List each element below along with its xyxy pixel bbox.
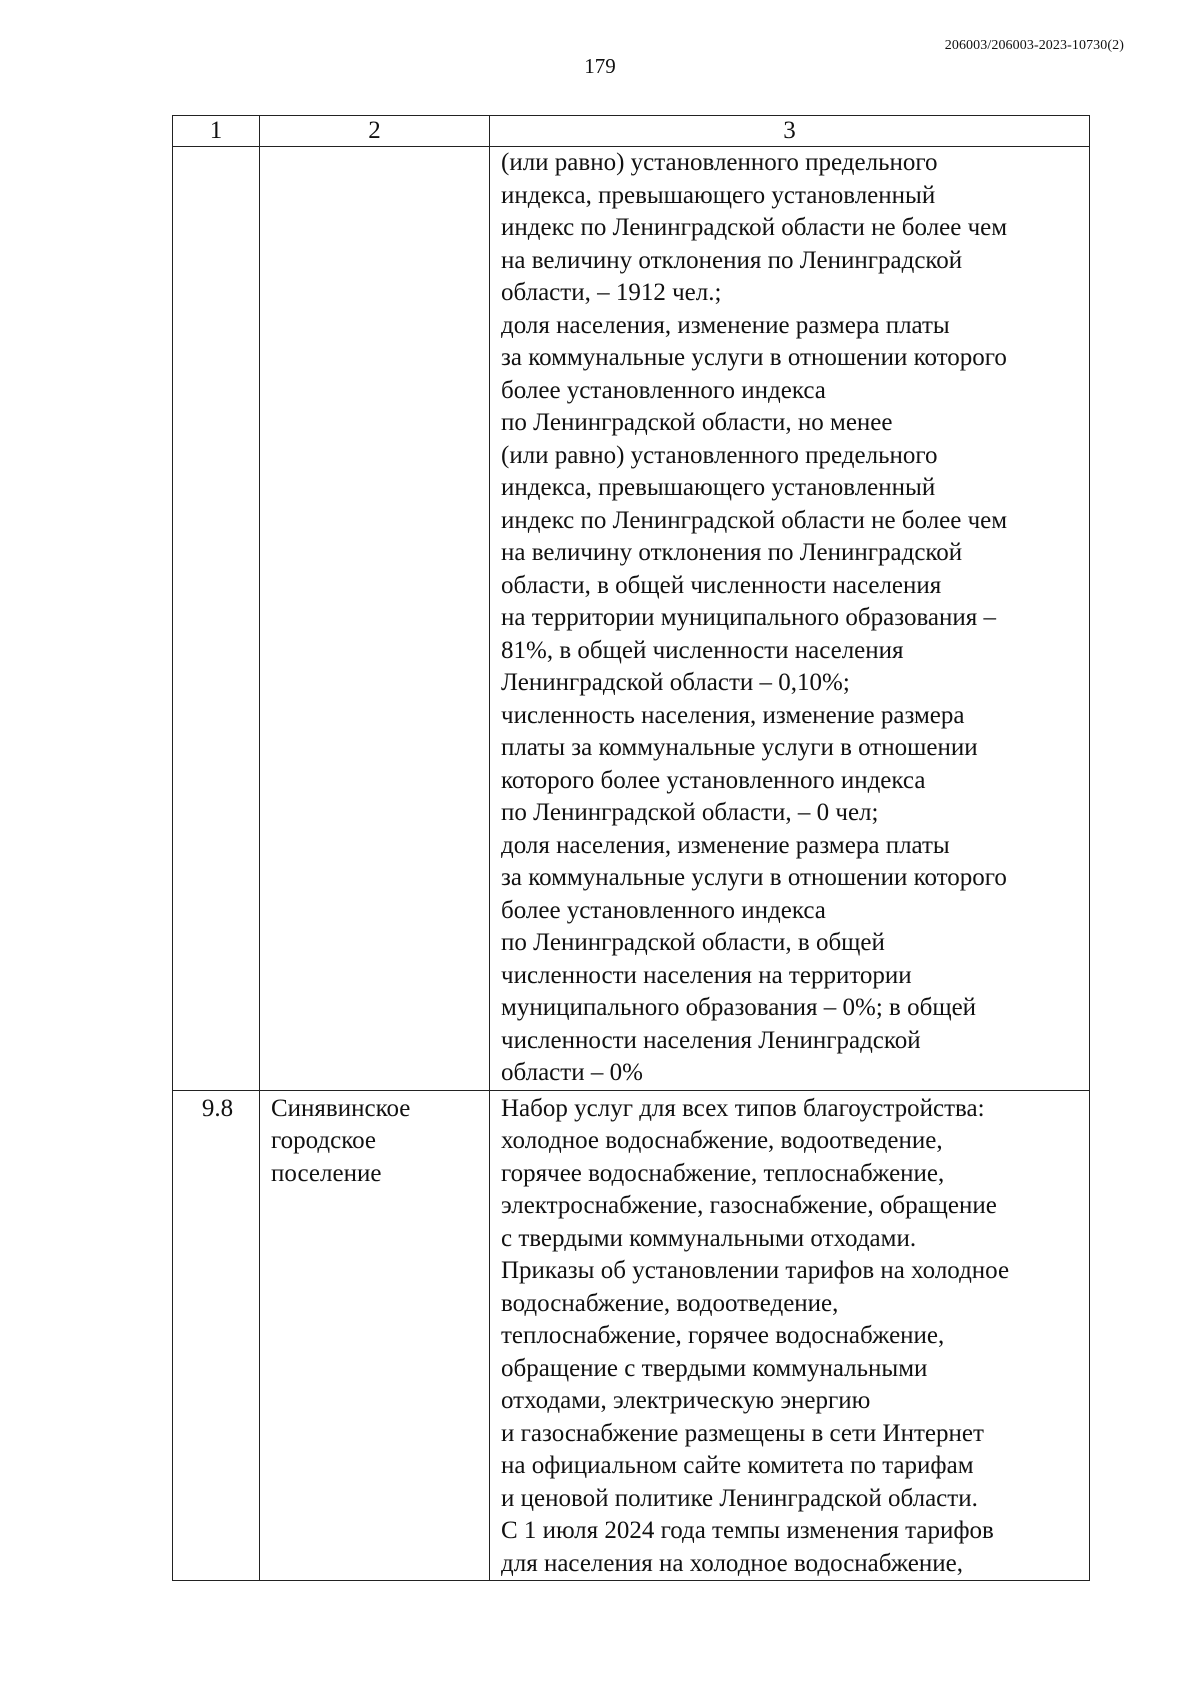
text-line: по Ленинградской области, но менее (501, 409, 893, 436)
text-line: для населения на холодное водоснабжение, (501, 1549, 964, 1577)
table-row (173, 1090, 1090, 1581)
column-header-2: 2 (260, 116, 490, 147)
text-line: по Ленинградской области, – 0 чел; (501, 799, 879, 826)
municipality-name-cell (260, 147, 490, 1091)
table-header-row (173, 116, 1090, 147)
row-number-cell (173, 147, 260, 1091)
text-line: горячее водоснабжение, теплоснабжение, (501, 1159, 945, 1187)
text-line: обращение с твердыми коммунальными (501, 1354, 928, 1382)
text-line: по Ленинградской области, в общей (501, 929, 885, 956)
text-line: водоснабжение, водоотведение, (501, 1289, 839, 1317)
text-line: которого более установленного индекса (501, 766, 926, 794)
column-header-1: 1 (173, 116, 260, 147)
text-line: за коммунальные услуги в отношении которого (501, 344, 1007, 371)
text-line: области – 0% (501, 1059, 643, 1086)
text-line: доля населения, изменение размера платы (501, 311, 950, 339)
text-line: 81%, в общей численности населения (501, 636, 904, 664)
text-line: на величину отклонения по Ленинградской (501, 539, 963, 566)
text-line: Набор услуг для всех типов благоустройства: (501, 1094, 985, 1122)
text-line: за коммунальные услуги в отношении которого (501, 864, 1007, 891)
text-line: на величину отклонения по Ленинградской (501, 246, 963, 274)
text-line: холодное водоснабжение, водоотведение, (501, 1127, 943, 1154)
text-line: области, – 1912 чел.; (501, 279, 722, 306)
text-line: более установленного индекса (501, 376, 826, 404)
text-line: отходами, электрическую энергию (501, 1387, 871, 1414)
name-line: поселение (271, 1159, 382, 1187)
text-line: индекс по Ленинградской области не более чем (501, 214, 1008, 241)
text-line: индекса, превышающего установленный (501, 181, 936, 209)
text-line: доля населения, изменение размера платы (501, 831, 950, 859)
text-line: муниципального образования – 0%; в общей (501, 994, 977, 1021)
text-line: более установленного индекса (501, 896, 826, 924)
municipality-name-cell (260, 1090, 490, 1581)
text-line: теплоснабжение, горячее водоснабжение, (501, 1322, 945, 1349)
text-line: численности населения Ленинградской (501, 1026, 921, 1054)
text-line: платы за коммунальные услуги в отношении (501, 734, 978, 761)
text-line: электроснабжение, газоснабжение, обращение (501, 1192, 997, 1219)
text-line: Приказы об установлении тарифов на холодное (501, 1257, 1010, 1284)
page-number: 179 (584, 54, 616, 78)
description-cell (490, 147, 1090, 1091)
name-line: Синявинское (271, 1094, 411, 1122)
text-line: (или равно) установленного предельного (501, 149, 938, 176)
text-line: индекса, превышающего установленный (501, 474, 936, 501)
text-line: (или равно) установленного предельного (501, 441, 938, 469)
text-line: с твердыми коммунальными отходами. (501, 1224, 917, 1252)
column-header-3: 3 (490, 116, 1090, 147)
text-line: С 1 июля 2024 года темпы изменения тарифов (501, 1517, 994, 1544)
text-line: на официальном сайте комитета по тарифам (501, 1452, 974, 1479)
text-line: на территории муниципального образования – (501, 604, 997, 631)
description-cell (490, 1090, 1090, 1581)
text-line: Ленинградской области – 0,10%; (501, 669, 850, 696)
document-id: 206003/206003-2023-10730(2) (944, 38, 1124, 53)
text-line: и газоснабжение размещены в сети Интернет (501, 1419, 984, 1447)
text-line: индекс по Ленинградской области не более чем (501, 506, 1008, 534)
name-line: городское (271, 1127, 377, 1154)
table-row (173, 147, 1090, 1091)
text-line: численности населения на территории (501, 961, 912, 989)
text-line: и ценовой политике Ленинградской области. (501, 1484, 978, 1512)
row-number-cell: 9.8 (173, 1090, 260, 1581)
data-table (172, 115, 1090, 1581)
text-line: численность населения, изменение размера (501, 701, 965, 729)
text-line: области, в общей численности населения (501, 571, 942, 599)
